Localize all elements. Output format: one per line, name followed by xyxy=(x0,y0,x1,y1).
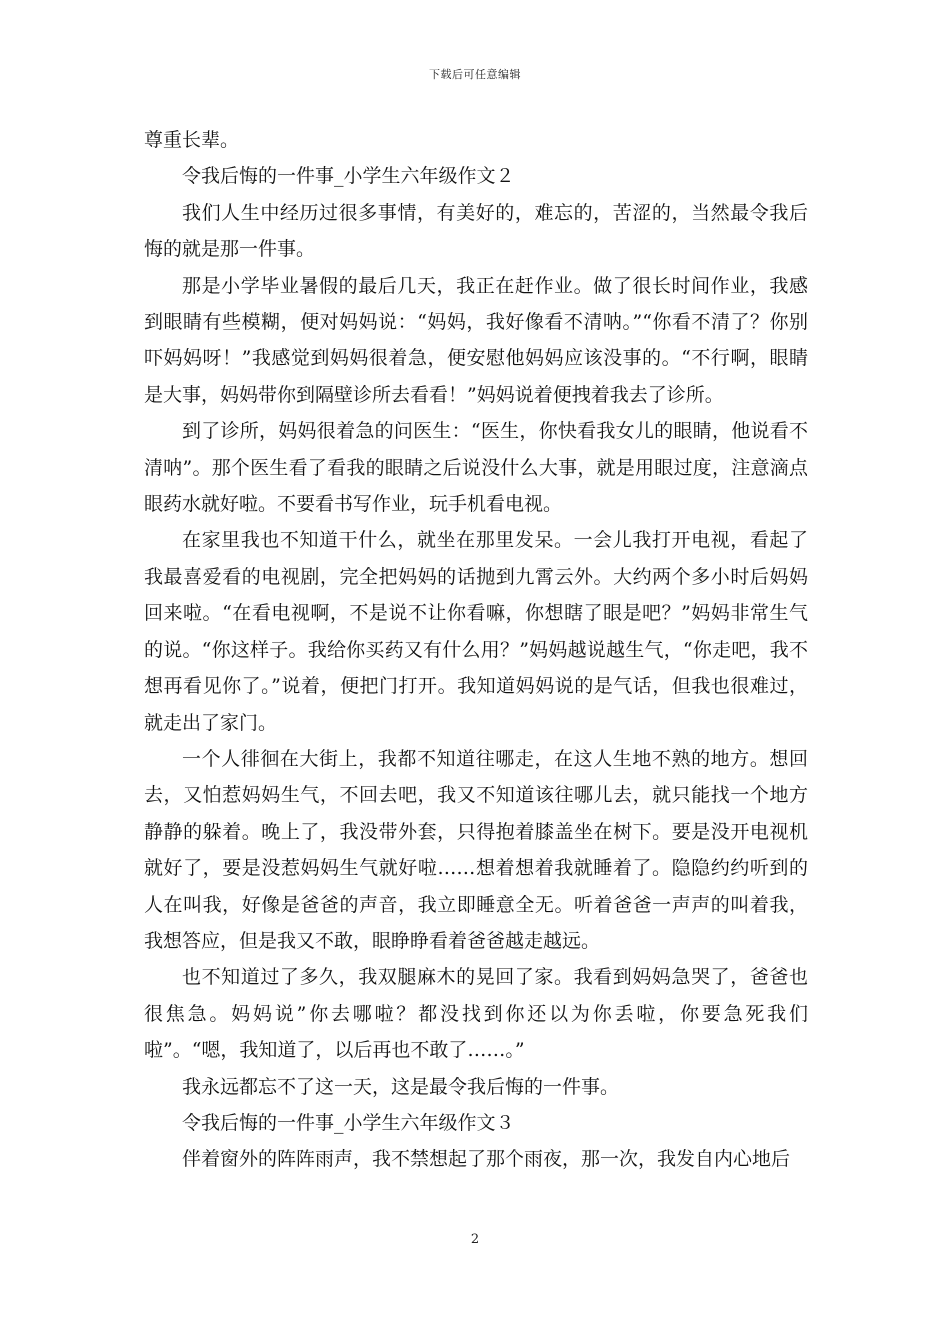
paragraph: 我们人生中经历过很多事情，有美好的，难忘的，苦涩的，当然最令我后悔的就是那一件事。 xyxy=(144,201,808,261)
paragraph: 也不知道过了多久，我双腿麻木的晃回了家。我看到妈妈急哭了，爸爸也很焦急。妈妈说”你去哪啦？都没找到你还以为你丢啦，你要急死我们啦”。“嗯，我知道了，以后再也不敢了……。” xyxy=(144,966,808,1062)
paragraph: 那是小学毕业暑假的最后几天，我正在赶作业。做了很长时间作业，我感到眼睛有些模糊，便对妈妈说：“妈妈，我好像看不清呐。”“你看不清了？你别吓妈妈呀！”我感觉到妈妈很着急，便安慰他妈妈应该没事的。“不行啊，眼睛是大事，妈妈带你到隔壁诊所去看看！”妈妈说着便拽着我去了诊所。 xyxy=(144,274,808,406)
paragraph: 一个人徘徊在大街上，我都不知道往哪走，在这人生地不熟的地方。想回去，又怕惹妈妈生气，不回去吧，我又不知道该往哪儿去，就只能找一个地方静静的躲着。晚上了，我没带外套，只得抱着膝盖坐在树下。要是没开电视机就好了，要是没惹妈妈生气就好啦……想着想着我就睡着了。隐隐约约听到的人在叫我，好像是爸爸的声音，我立即睡意全无。听着爸爸一声声的叫着我，我想答应，但是我又不敢，眼睁睁看着爸爸越走越远。 xyxy=(144,747,808,952)
page-header: 下载后可任意编辑 xyxy=(429,68,521,81)
document-body xyxy=(144,122,808,1178)
paragraph: 到了诊所，妈妈很着急的问医生：“医生，你快看我女儿的眼睛，他说看不清呐”。那个医生看了看我的眼睛之后说没什么大事，就是用眼过度，注意滴点眼药水就好啦。不要看书写作业，玩手机看电视。 xyxy=(144,420,808,516)
page-number: 2 xyxy=(470,1232,480,1247)
section-title: 令我后悔的一件事_小学生六年级作文３ xyxy=(182,1111,515,1134)
section-title: 令我后悔的一件事_小学生六年级作文２ xyxy=(182,165,515,188)
paragraph: 伴着窗外的阵阵雨声，我不禁想起了那个雨夜，那一次，我发自内心地后 xyxy=(182,1148,791,1171)
paragraph: 尊重长辈。 xyxy=(144,129,240,151)
paragraph: 在家里我也不知道干什么，就坐在那里发呆。一会儿我打开电视，看起了我最喜爱看的电视剧，完全把妈妈的话抛到九霄云外。大约两个多小时后妈妈回来啦。“在看电视啊，不是说不让你看嘛，你想瞎了眼是吧？”妈妈非常生气的说。“你这样子。我给你买药又有什么用？”妈妈越说越生气，“你走吧，我不想再看见你了。”说着，便把门打开。我知道妈妈说的是气话，但我也很难过，就走出了家门。 xyxy=(144,529,808,734)
paragraph: 我永远都忘不了这一天，这是最令我后悔的一件事。 xyxy=(182,1075,620,1098)
